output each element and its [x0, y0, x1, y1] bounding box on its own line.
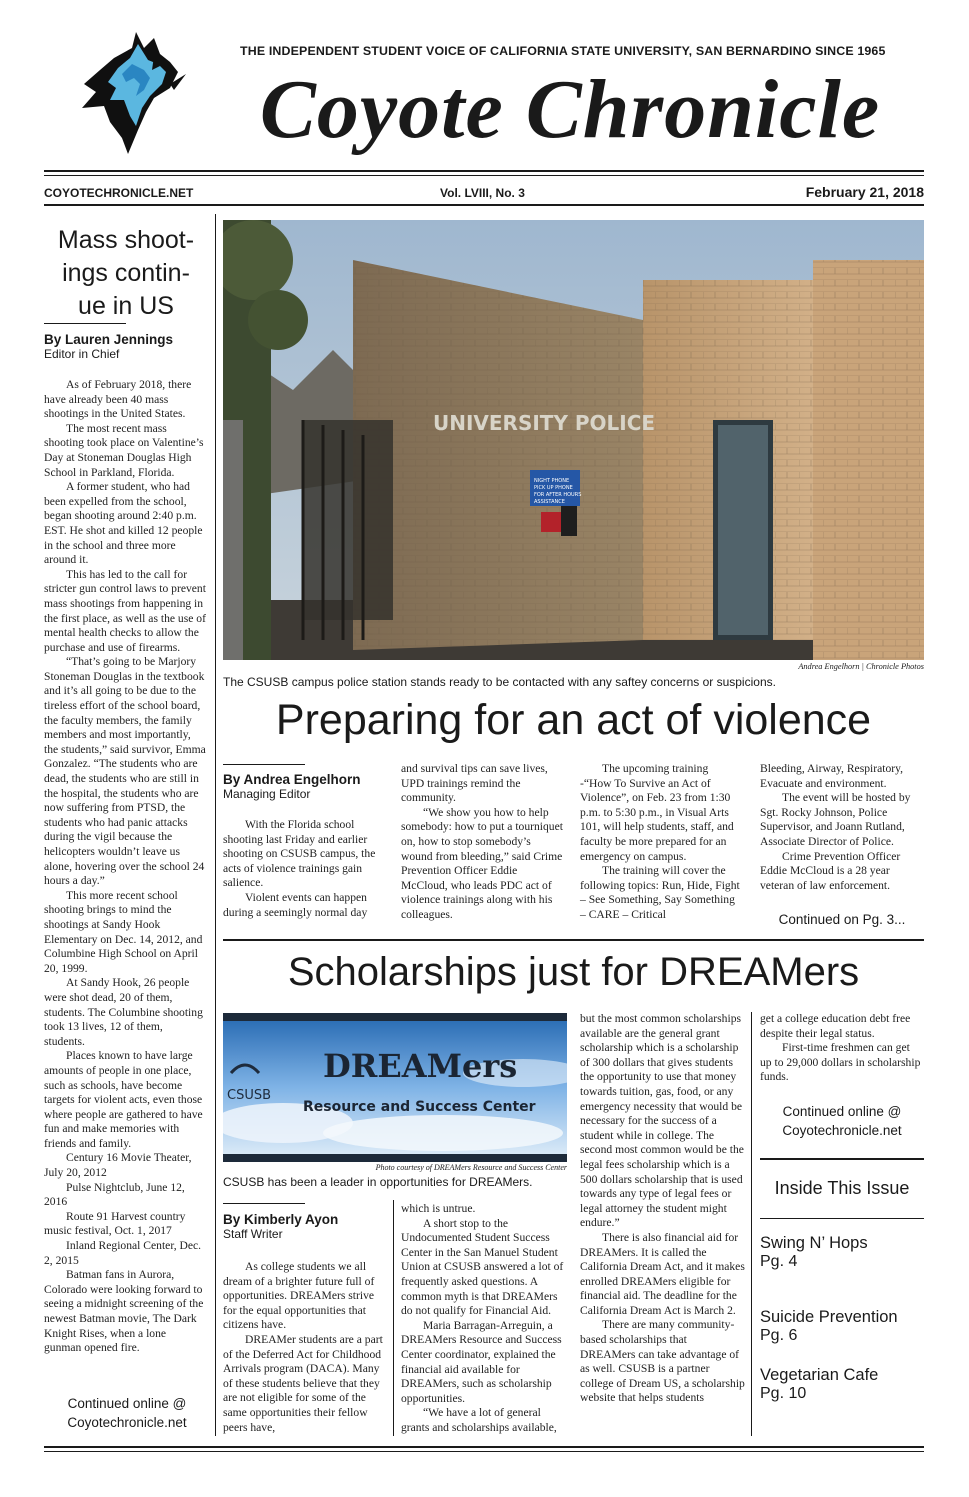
- page-bottom-rule-thin: [44, 1451, 924, 1452]
- page-bottom-rule: [44, 1446, 924, 1448]
- inside-item-suicide-prevention[interactable]: Suicide Prevention Pg. 6: [760, 1308, 898, 1344]
- inside-item-vegetarian-cafe[interactable]: Vegetarian Cafe Pg. 10: [760, 1366, 879, 1402]
- dreamers-col3: but the most common scholarships available are the general grant scholarship which is a scholarship of 300 dollars that gives students the opportunity to use that money towards tuition, gas, food, or any emergency necessity that would be necessary for the success of a student while in college. The second most common would be the legal fees scholarship which is a 500 dollars scholarship that is used towards any type of legal fees or legal attorney the student might endure.” There is also financial aid for DREAMers. It is called the California Dream Act, and it makes enrolled DREAMers eligible for financial aid. The deadline for the California Dream Act is March 2. There are many community-based scholarships that DREAMers can take advantage of as well. CSUSB is a partner college of Dream US, a scholarship website that helps students: [580, 1012, 745, 1405]
- dreamers-continued-link[interactable]: Continued online @ Coyotechronicle.net: [782, 1104, 902, 1138]
- masthead-rule-bottom: [44, 204, 924, 206]
- mass-shootings-body: As of February 2018, there have already been 40 mass shootings in the United States. The most recent mass shooting took place on Valentine’s Day at Stoneman Douglas High School in Parkland, Florida. A former student, who had been expelled from the school, began shooting around 2:40 p.m. EST. He shot and killed 12 people in the school and three more around it. This has led to the call for stricter gun control laws to prevent mass shootings from happening in the first place, as well as the use of mental health checks to allow the purchase and use of firearms. “That’s going to be Marjory Stoneman Douglas in the textbook and it’s all going to be due to the tireless effort of the school board, the faculty members, the family members and most importantly, the students,” said survivor, Emma Gonzalez. “The students who are dead, the students who are still in the hospital, the students who are now suffering from PTSD, the students who had panic attacks during the vigil because the helicopters wouldn’t leave us alone, hovering over the school 24 hours a day.” This more recent school shooting brings to mind the shootings at Sandy Hook Elementary on Dec. 14, 2012, and Columbine High School on April 20, 1999. At Sandy Hook, 26 people were shot dead, 20 of them, students. The Columbine shooting took 13 lives, 12 of them, students. Places known to have large amounts of people in one place, such as schools, have become targets for violent acts, even those where people are gathered to have fun and make memories with friends and family. Century 16 Movie Theater, July 20, 2012 Pulse Nightclub, June 12, 2016 Route 91 Harvest country music festival, Oct. 1, 2017 Inland Regional Center, Dec. 2, 2015 Batman fans in Aurora, Colorado were looking forward to seeing a midnight screening of the newest Batman movie, The Dark Knight Rises, when a lone gunman opened fire.: [44, 378, 206, 1355]
- masthead-rule-top: [44, 170, 924, 172]
- mass-shootings-continued-link[interactable]: Continued online @ Coyotechronicle.net: [67, 1396, 187, 1430]
- dreamers-sign-subtitle: Resource and Success Center: [303, 1099, 536, 1115]
- dreamers-col-divider-3: [751, 1012, 752, 1436]
- dreamers-sign-title: DREAMers: [323, 1047, 518, 1085]
- masthead-date: February 21, 2018: [805, 184, 924, 200]
- coyote-logo: [74, 26, 192, 154]
- masthead-website-link[interactable]: COYOTECHRONICLE.NET: [44, 186, 194, 200]
- mass-shootings-role: Editor in Chief: [44, 347, 120, 361]
- dreamers-photo-credit: Photo courtesy of DREAMers Resource and Success Center: [375, 1163, 567, 1172]
- inside-item-swing-n-hops[interactable]: Swing N’ Hops Pg. 4: [760, 1234, 868, 1270]
- svg-text:ASSISTANCE: ASSISTANCE: [534, 499, 565, 505]
- violence-byline: [223, 772, 383, 801]
- section-rule: [223, 939, 924, 941]
- violence-role: Managing Editor: [223, 787, 311, 801]
- mass-shootings-author: By Lauren Jennings: [44, 332, 174, 347]
- violence-col1: With the Florida school shooting last Friday and earlier shooting on CSUSB campus, the acts of violence trainings gain salience. Violent events can happen during a seemingly normal day: [223, 818, 376, 919]
- violence-headline: Preparing for an act of violence: [275, 696, 872, 744]
- mass-shootings-byline: [44, 332, 214, 361]
- masthead-volume: Vol. LVIII, No. 3: [440, 186, 525, 200]
- inside-rule-title: [760, 1218, 924, 1219]
- violence-byline-rule: [223, 764, 305, 765]
- dreamers-center-photo: [223, 1013, 567, 1162]
- masthead-rule-top-thin: [44, 175, 924, 176]
- mass-shootings-byline-rule: [44, 323, 126, 324]
- mass-shootings-headline: Mass shoot- ings contin- ue in US: [57, 226, 195, 320]
- dreamers-col1: As college students we all dream of a brighter future full of opportunities. DREAMers strive for the equal opportunities that citizens have. DREAMer students are a part of the Deferred Act for Childhood Arrivals program (DACA). Many of these students believe that they are not eligible for some of the same opportunities their fellow peers have,: [223, 1260, 383, 1434]
- police-station-photo: [223, 220, 924, 660]
- svg-text:FOR AFTER HOURS: FOR AFTER HOURS: [534, 492, 582, 498]
- svg-text:PICK UP PHONE: PICK UP PHONE: [534, 485, 573, 491]
- violence-col3: The upcoming training -“How To Survive an Act of Violence”, on Feb. 23 from 1:30 p.m. to 5:30 p.m., in Visual Arts 101, will help students, staff, and faculty be more prepared for an emergency on campus. The training will cover the following topics: Run, Hide, Fight – See Something, Say Something – CARE – Critical: [580, 762, 740, 921]
- dreamers-col-divider-1: [393, 1200, 394, 1436]
- dreamers-photo-caption: CSUSB has been a leader in opportunities for DREAMers.: [223, 1175, 533, 1189]
- dreamers-col4: get a college education debt free despite their legal status. First-time freshmen can get up to 29,000 dollars in scholarship funds.: [760, 1012, 921, 1084]
- newspaper-title: Coyote Chronicle: [259, 63, 881, 156]
- dreamers-headline: Scholarships just for DREAMers: [287, 950, 860, 994]
- dreamers-byline: [223, 1212, 383, 1241]
- building-sign: UNIVERSITY POLICE: [433, 411, 656, 435]
- dreamers-col2: which is untrue. A short stop to the Undocumented Student Success Center in the San Manuel Student Union at CSUSB answered a lot of frequently asked questions. A common myth is that DREAMers do not qualify for Financial Aid. Maria Barragan-Arreguin, a DREAMers Resource and Success Center coordinator, explained the financial aid available for DREAMers, such as scholarship opportunities. “We have a lot of general grants and scholarships available,: [401, 1202, 564, 1434]
- violence-col4: Bleeding, Airway, Respiratory, Evacuate and environment. The event will be hosted by Sgt. Rocky Johnson, Police Supervisor, and Joann Rutland, Associate Director of Police. Crime Prevention Officer Eddie McCloud is a 28 year veteran of law enforcement.: [760, 762, 911, 892]
- dreamers-author: By Kimberly Ayon: [223, 1212, 339, 1227]
- left-column-divider: [215, 214, 216, 1436]
- photo-credit: Andrea Engelhorn | Chronicle Photos: [798, 662, 924, 671]
- dreamers-role: Staff Writer: [223, 1227, 283, 1241]
- photo-caption: The CSUSB campus police station stands ready to be contacted with any saftey concerns or suspicions.: [223, 675, 776, 689]
- dreamers-byline-rule: [223, 1203, 305, 1204]
- violence-col2: and survival tips can save lives, UPD trainings remind the community. “We show you how to help somebody: how to put a tourniquet on, how to stop somebody’s wound from bleeding,” said Crime Prevention Officer Eddie McCloud, who leads PDC act of violence trainings along with his colleagues.: [401, 762, 563, 921]
- violence-author: By Andrea Engelhorn: [223, 772, 361, 787]
- svg-text:NIGHT PHONE: NIGHT PHONE: [534, 478, 570, 484]
- csusb-logo-text: CSUSB: [227, 1088, 272, 1103]
- inside-this-issue-title: Inside This Issue: [774, 1178, 910, 1198]
- masthead-tagline: THE INDEPENDENT STUDENT VOICE OF CALIFORNIA STATE UNIVERSITY, SAN BERNARDINO SINCE 1965: [240, 44, 886, 58]
- violence-continued-link[interactable]: Continued on Pg. 3...: [778, 912, 906, 927]
- inside-rule-top: [760, 1158, 924, 1160]
